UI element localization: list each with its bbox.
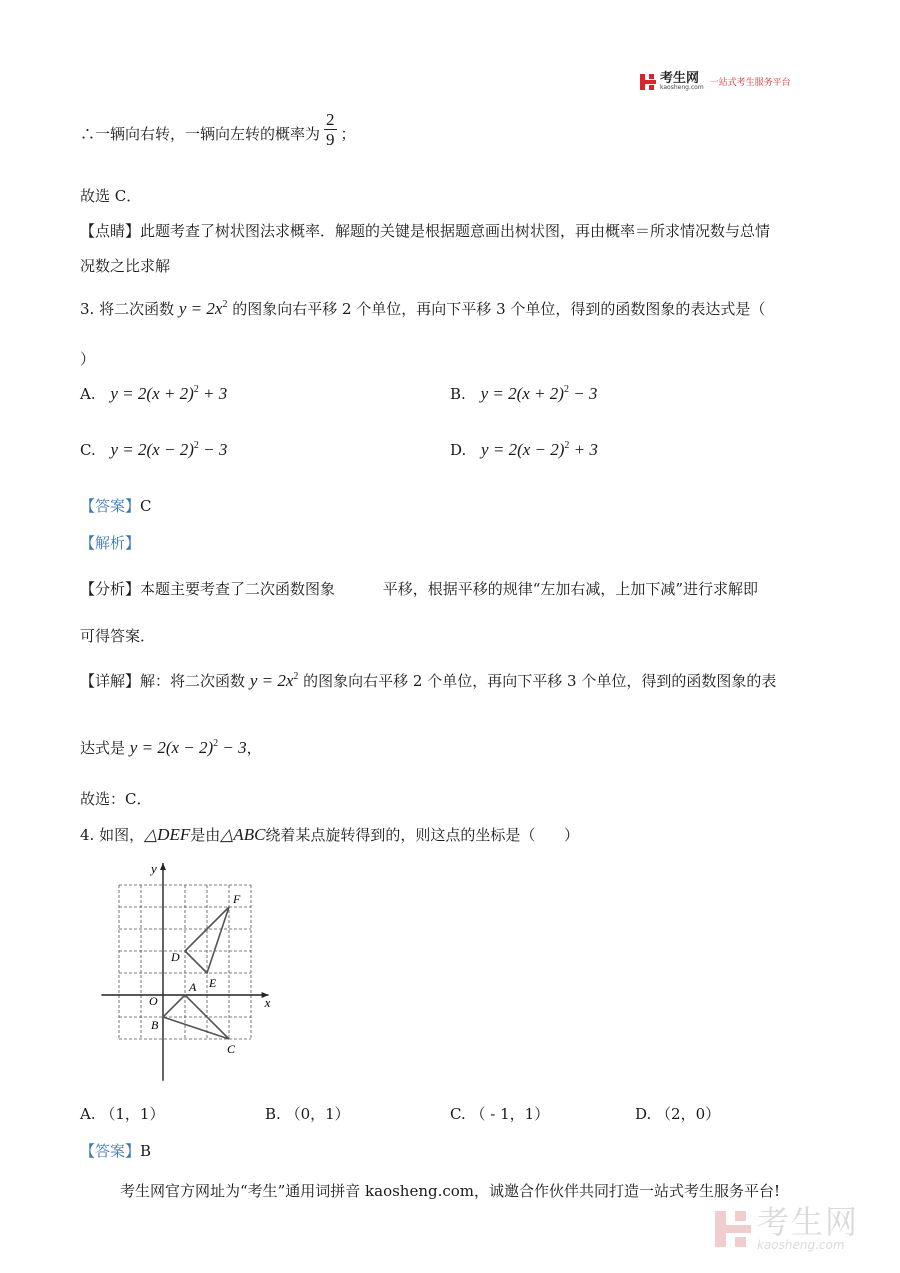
option-label: D. — [635, 1105, 652, 1123]
option-label: C. — [80, 441, 96, 459]
expr-tail: − 3 — [568, 384, 598, 403]
note-text-1: 此题考查了树状图法求概率．解题的关键是根据题意画出树状图，再由概率＝所求情况数与总情 — [140, 222, 771, 240]
expr-tail: + 3 — [569, 440, 598, 459]
q4-option-b — [265, 1103, 350, 1124]
fraction-numerator: 2 — [326, 109, 335, 129]
option-text: （2，0） — [656, 1105, 721, 1123]
expr-exp: 2 — [564, 440, 570, 451]
detail-tag: 【详解】 — [80, 672, 141, 690]
q2-choose: 故选 C． — [80, 187, 142, 205]
detail-expression — [130, 738, 247, 757]
q4-option-a — [80, 1103, 164, 1124]
q3-fenxi — [80, 578, 758, 599]
q3-close-paren: ） — [80, 350, 96, 368]
q3-analysis-tag: 【解析】 — [80, 534, 141, 552]
q4-stem — [80, 824, 579, 845]
detail-text-1: 解：将二次函数 — [140, 672, 246, 690]
answer-value: C — [140, 497, 152, 515]
fraction-2-9 — [324, 110, 337, 150]
q4-mid: 是由 — [190, 826, 221, 844]
expr-tail: + 3 — [198, 384, 228, 403]
option-text: （ - 1，1） — [470, 1105, 550, 1123]
q4-figure — [95, 850, 295, 1085]
q4-answer — [80, 1140, 151, 1161]
watermark — [715, 1203, 860, 1252]
y-axis-arrow — [160, 863, 166, 870]
triangle-abc: △ABC — [220, 825, 266, 844]
answer-tag: 【答案】 — [80, 497, 141, 515]
answer-value: B — [140, 1142, 152, 1160]
q3-option-b — [450, 384, 597, 404]
option-expr — [111, 440, 228, 459]
detail-text-3: 达式是 — [80, 739, 126, 757]
detail-expr-exp: 2 — [213, 738, 219, 749]
triangle-def: △DEF — [144, 825, 191, 844]
q3-detail — [80, 670, 776, 691]
detail-expr-tail: − 3 — [218, 738, 247, 757]
fenxi-tag: 【分析】 — [80, 580, 141, 598]
option-text: （1，1） — [100, 1105, 165, 1123]
logo-name: 考生网 — [660, 71, 700, 86]
q4-prefix: 4. 如图， — [80, 826, 145, 844]
detail-text-2: 的图象向右平移 2 个单位，再向下平移 3 个单位，得到的函数图象的表 — [303, 672, 777, 690]
q3-function — [179, 299, 228, 318]
expr-exp: 2 — [193, 384, 199, 395]
q3-answer — [80, 495, 152, 516]
note-tag: 【点睛】 — [80, 222, 141, 240]
option-label: C. — [450, 1105, 466, 1123]
q3-choose: 故选：C． — [80, 790, 152, 808]
fenxi-text: 本题主要考查了二次函数图象 平移，根据平移的规律“左加右减，上加下减”进行求解即 — [140, 580, 759, 598]
detail-func-exp: 2 — [293, 671, 299, 682]
watermark-logo-icon — [715, 1211, 751, 1247]
q3-prefix: 3. 将二次函数 — [80, 300, 175, 318]
x-axis-label: x — [264, 995, 271, 1010]
q3-stem — [80, 298, 765, 319]
q4-suffix: 绕着某点旋转得到的，则这点的坐标是（ ） — [265, 826, 580, 844]
therefore-text: ∴一辆向右转，一辆向左转的概率为 — [80, 125, 321, 143]
watermark-url: kaosheng.com — [757, 1238, 845, 1252]
answer-tag: 【答案】 — [80, 1142, 141, 1160]
expr-base: y = 2(x − 2) — [481, 440, 565, 459]
q3-suffix: 的图象向右平移 2 个单位，再向下平移 3 个单位，得到的函数图象的表达式是（ — [232, 300, 766, 318]
semicolon: ； — [340, 125, 356, 143]
expr-tail: − 3 — [198, 440, 228, 459]
detail-func-base: y = 2x — [249, 671, 294, 690]
option-label: B. — [450, 385, 466, 403]
q3-option-d — [450, 440, 598, 460]
q3-option-a — [80, 384, 227, 404]
point-label-b: B — [151, 1018, 159, 1032]
q3-function-exp: 2 — [222, 299, 228, 310]
option-expr — [481, 440, 598, 459]
probability-line — [80, 100, 356, 150]
header-logo — [640, 72, 791, 91]
logo-mark-icon — [640, 74, 656, 90]
expr-base: y = 2(x + 2) — [110, 384, 194, 403]
q3-option-c — [80, 440, 227, 460]
fraction-denominator: 9 — [326, 130, 335, 150]
expr-exp: 2 — [563, 384, 569, 395]
q3-detail-line2 — [80, 737, 262, 758]
option-label: D. — [450, 441, 467, 459]
q3-fenxi-line2: 可得答案． — [80, 627, 156, 645]
logo-slogan: 一站式考生服务平台 — [709, 78, 791, 88]
option-expr — [110, 384, 227, 403]
option-label: B. — [265, 1105, 281, 1123]
point-label-f: F — [233, 892, 241, 906]
detail-expr-base: y = 2(x − 2) — [129, 738, 214, 757]
axes — [101, 861, 270, 1081]
expr-base: y = 2(x − 2) — [110, 440, 194, 459]
point-label-c: C — [227, 1042, 236, 1056]
q4-option-c — [450, 1103, 549, 1124]
q3-function-base: y = 2x — [178, 299, 223, 318]
point-label-o: O — [149, 994, 158, 1008]
option-expr — [481, 384, 598, 403]
option-text: （0，1） — [285, 1105, 350, 1123]
grid — [119, 885, 251, 1039]
q4-option-d — [635, 1103, 720, 1124]
y-axis-label: y — [151, 861, 157, 876]
option-label: A. — [80, 1105, 96, 1123]
expr-base: y = 2(x + 2) — [480, 384, 564, 403]
detail-function — [250, 671, 299, 690]
option-label: A. — [80, 385, 96, 403]
footer-text: 考生网官方网址为“考生”通用词拼音 kaosheng.com，诚邀合作伙伴共同打造一站式考生服务平台! — [119, 1182, 781, 1200]
q2-note-line2: 况数之比求解 — [80, 257, 171, 275]
detail-comma: ， — [246, 739, 262, 757]
logo-url: kaosheng.com — [660, 84, 704, 91]
point-label-d: D — [171, 950, 180, 964]
expr-exp: 2 — [193, 440, 199, 451]
point-label-e: E — [209, 976, 217, 990]
q2-note-line1 — [80, 220, 770, 241]
point-label-a: A — [189, 980, 197, 994]
watermark-cn: 考生网 — [757, 1203, 860, 1241]
